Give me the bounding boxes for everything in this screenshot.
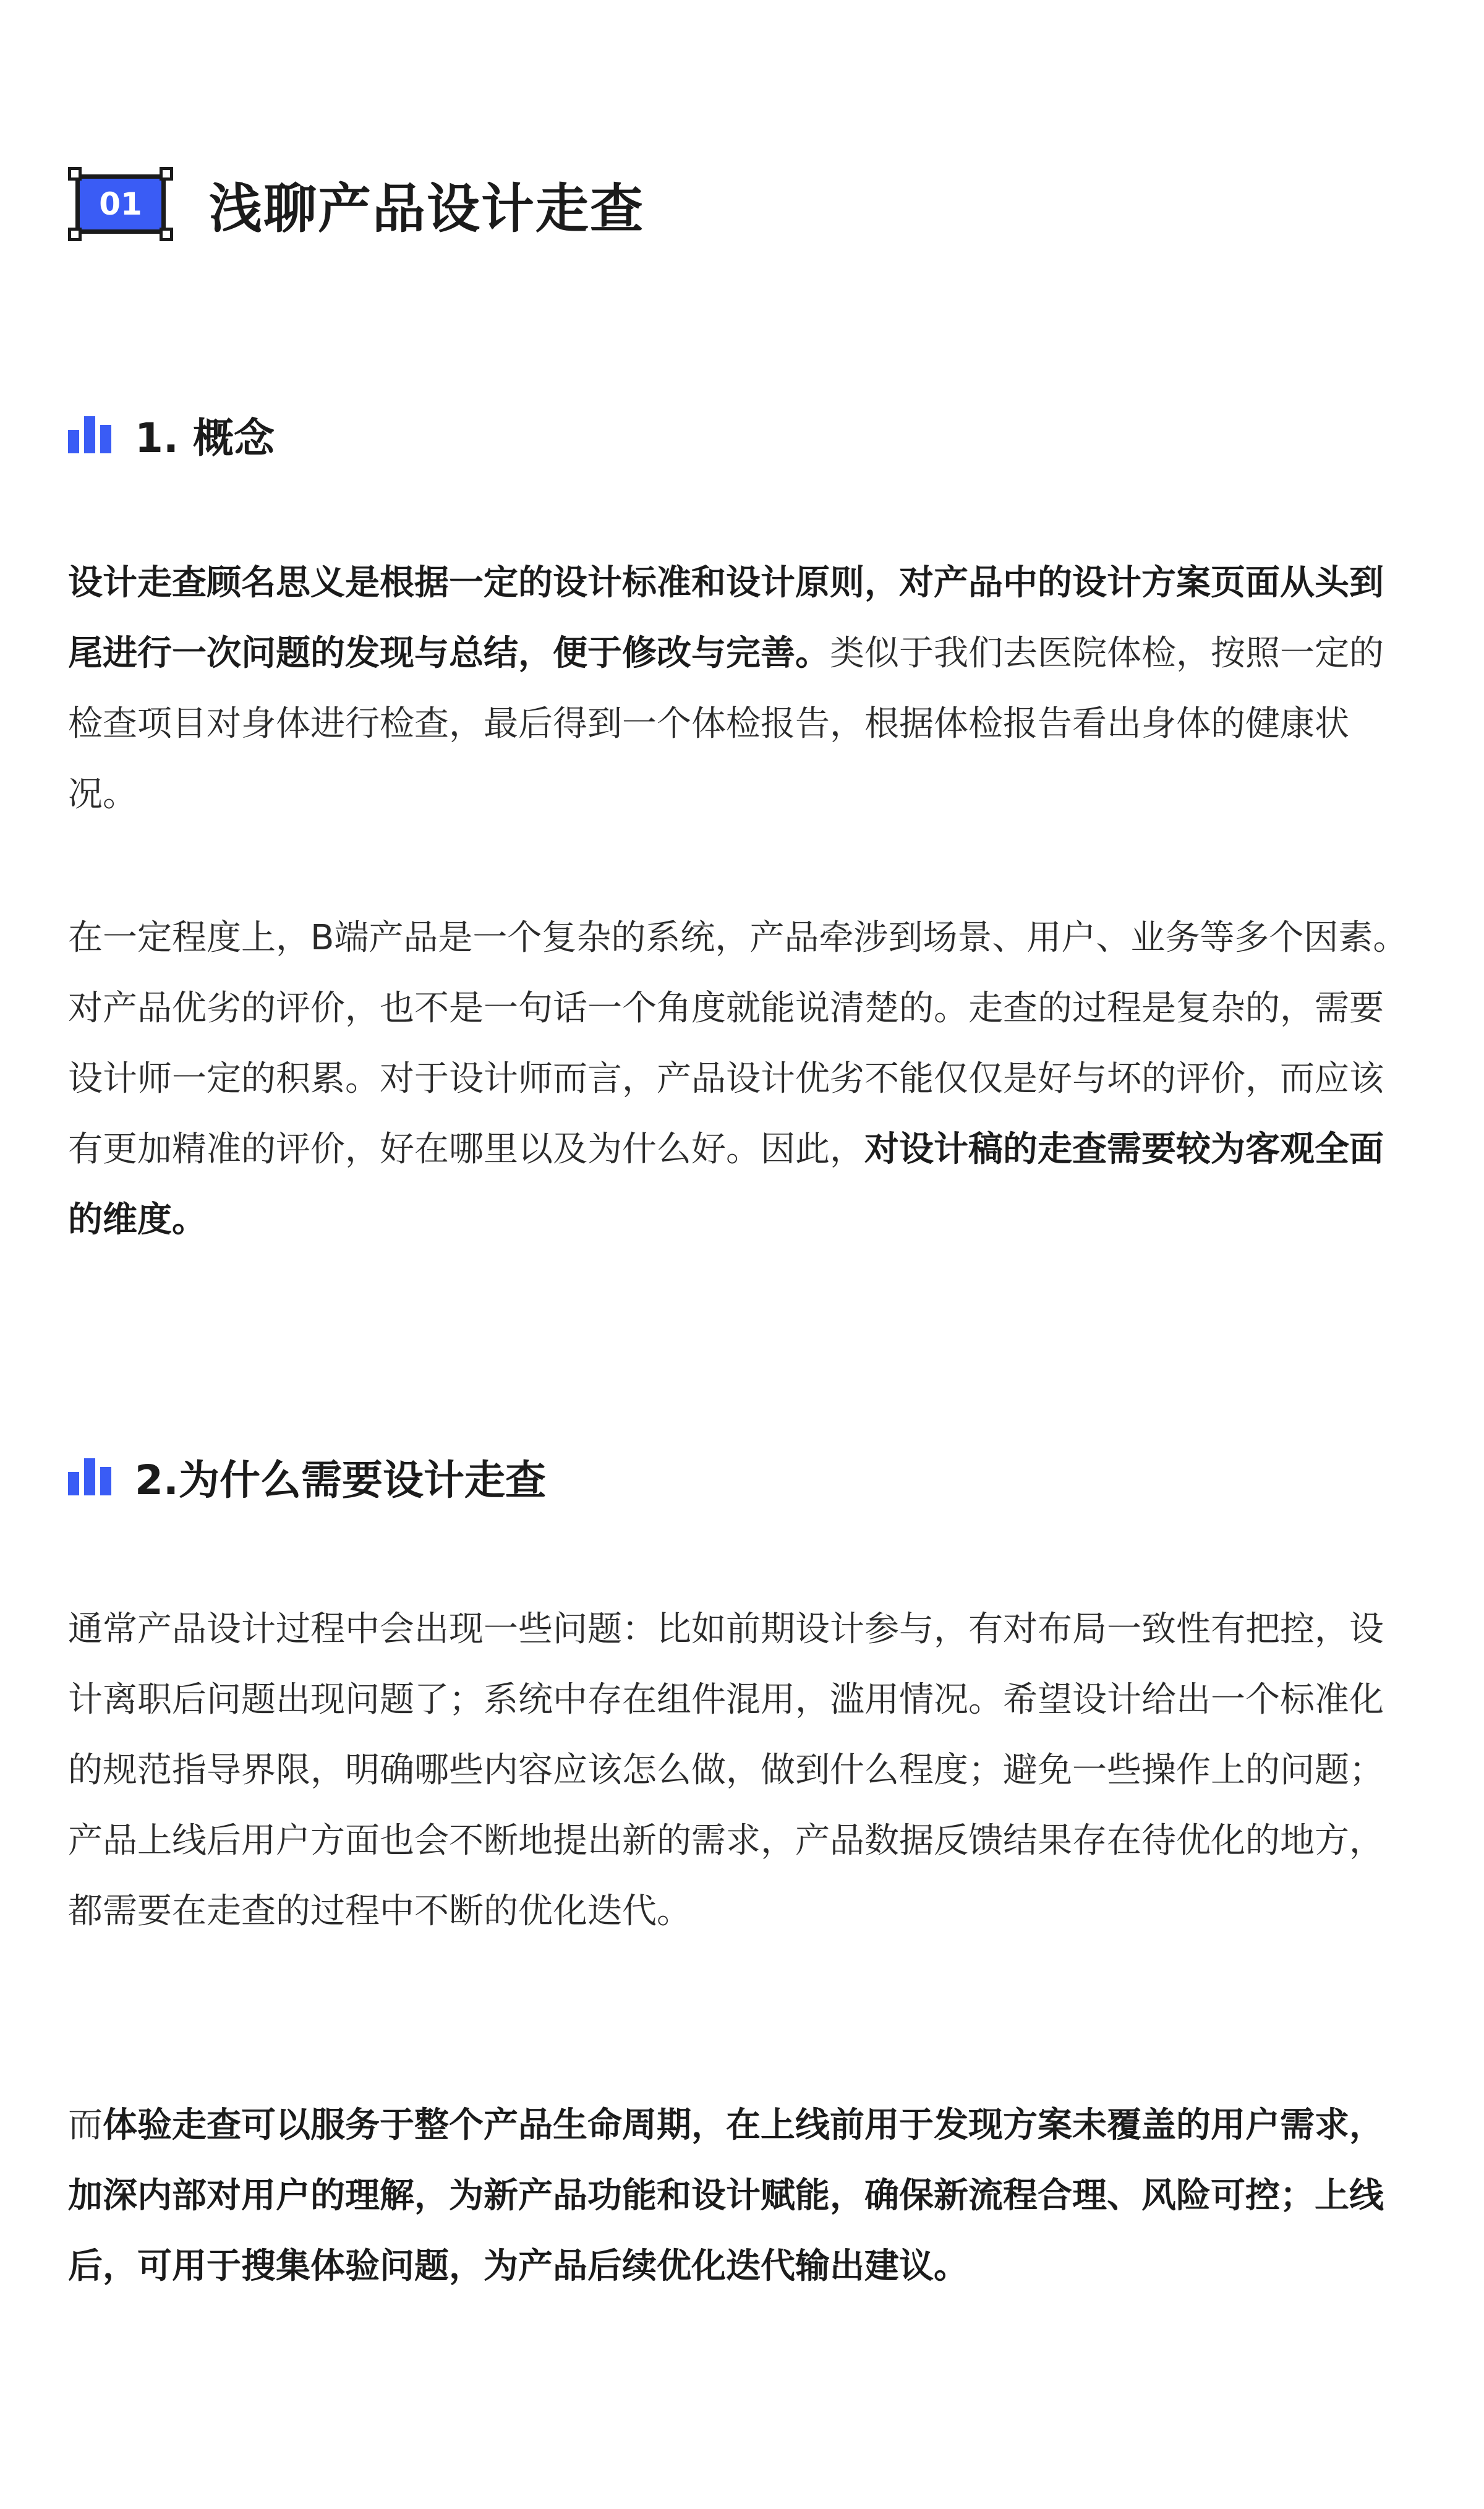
frame-handle-icon [160, 167, 173, 181]
bar-chart-icon [68, 416, 111, 453]
concept-p2-bold: 对设计稿的走查需要较为客观全面的维度。 [68, 1129, 1384, 1240]
bar-chart-icon [68, 1458, 111, 1495]
section-number-badge-frame [68, 167, 173, 241]
section-number-badge: 01 [75, 174, 166, 234]
frame-handle-icon [68, 228, 82, 241]
frame-handle-icon [68, 167, 82, 181]
concept-heading [68, 405, 275, 464]
section-title: 浅聊产品设计走查 [209, 178, 644, 240]
concept-p1-rest: 类似于我们去医院体检，按照一定的检查项目对身体进行检查，最后得到一个体检报告，根据体检报告看出身体的健康状况。 [68, 633, 1384, 814]
why-p2-bold: 体验走查可以服务于整个产品生命周期，在上线前用于发现方案未覆盖的用户需求，加深内部对用户的理解，为新产品功能和设计赋能，确保新流程合理、风险可控；上线后，可用于搜集体验问题，为产品后续优化迭代输出建议。 [68, 2105, 1384, 2286]
concept-p2-rest: 在一定程度上，B端产品是一个复杂的系统，产品牵涉到场景、用户、业务等多个因素。对产品优劣的评价，也不是一句话一个角度就能说清楚的。走查的过程是复杂的，需要设计师一定的积累。对于设计师而言，产品设计优劣不能仅仅是好与坏的评价，而应该有更加精准的评价，好在哪里以及为什么好。因此， [68, 918, 1408, 1169]
why-heading [68, 1447, 546, 1506]
concept-paragraph-2 [68, 903, 1416, 1255]
why-paragraph-2 [68, 2090, 1416, 2302]
frame-handle-icon [160, 228, 173, 241]
why-heading-text: 2.为什么需要设计走查 [135, 1456, 546, 1504]
concept-p1-bold: 设计走查顾名思义是根据一定的设计标准和设计原则，对产品中的设计方案页面从头到尾进行一次问题的发现与总结，便于修改与完善。 [68, 563, 1384, 673]
why-paragraph-1 [68, 1594, 1416, 1947]
section-header [68, 158, 644, 250]
why-p2-lead: 而 [68, 2105, 103, 2145]
why-p1-text: 通常产品设计过程中会出现一些问题：比如前期设计参与，有对布局一致性有把控，设计离职后问题出现问题了；系统中存在组件混用，滥用情况。希望设计给出一个标准化的规范指导界限，明确哪些内容应该怎么做，做到什么程度；避免一些操作上的问题；产品上线后用户方面也会不断地提出新的需求，产品数据反馈结果存在待优化的地方，都需要在走查的过程中不断的优化迭代。 [68, 1609, 1384, 1931]
concept-heading-text: 1. 概念 [135, 414, 275, 462]
concept-paragraph-1 [68, 548, 1416, 830]
